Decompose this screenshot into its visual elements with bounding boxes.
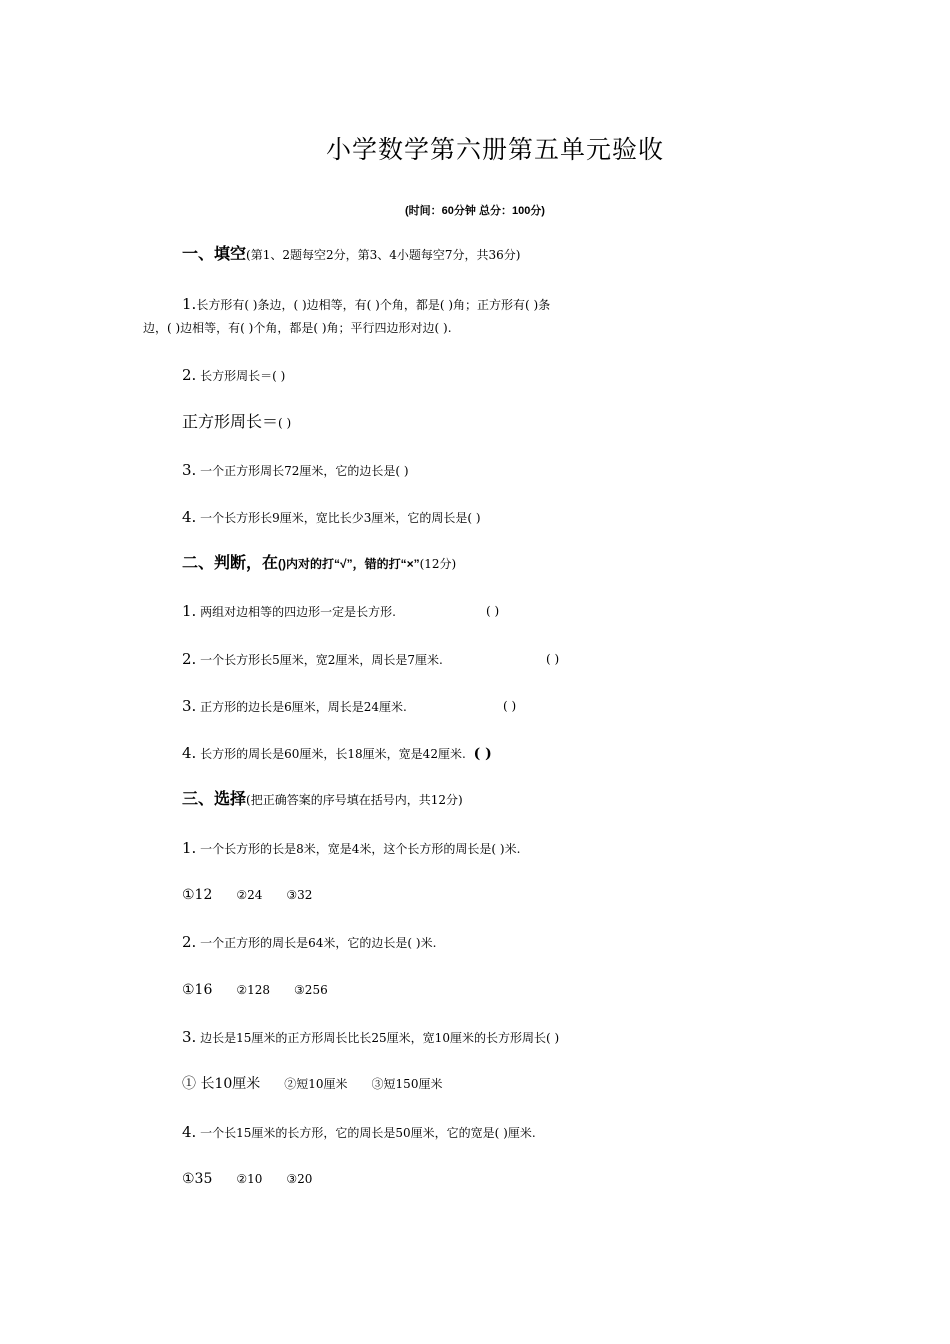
s1-q4-number: 4. <box>182 508 197 526</box>
s1-q1-line2: 边，( )边相等，有( )个角，都是( )角；平行四边形对边( ). <box>143 321 452 335</box>
section1-header <box>182 247 520 263</box>
s3-q4-number: 4. <box>182 1123 197 1141</box>
option: ③32 <box>286 888 313 902</box>
option: ②24 <box>236 888 263 902</box>
option: ①35 <box>182 1171 213 1187</box>
s2-q4-text: 长方形的周长是60厘米，长18厘米，宽是42厘米. <box>200 747 466 761</box>
section3-note: (把正确答案的序号填在括号内，共12分) <box>246 793 463 807</box>
s1-q2b <box>182 414 291 431</box>
s2-q3-blank: ( ) <box>503 699 517 713</box>
page-title: 小学数学第六册第五单元验收 <box>325 135 664 164</box>
s2-q1-blank: ( ) <box>486 604 500 618</box>
option: ②128 <box>236 983 271 997</box>
s2-q3-number: 3. <box>182 697 197 715</box>
section2-note: (12分) <box>419 557 457 571</box>
s3-q2 <box>182 934 436 951</box>
s1-q1-line1 <box>182 296 550 313</box>
s1-q4 <box>182 509 481 526</box>
option: ① 长10厘米 <box>182 1076 261 1092</box>
s3-q1 <box>182 840 520 857</box>
s1-q4-text: 一个长方形长9厘米，宽比长少3厘米，它的周长是( ) <box>200 511 481 525</box>
section1-heading: 一、填空 <box>182 246 247 263</box>
section2-heading: 二、判断，在 <box>182 555 279 572</box>
s2-q1 <box>182 603 396 620</box>
s1-q2b-blank: ( ) <box>278 416 292 430</box>
s2-q1-number: 1. <box>182 602 197 620</box>
option: ②短10厘米 <box>284 1077 348 1091</box>
section2-instruction: ()内对的打“√”，错的打“×” <box>278 557 420 571</box>
s3-q4 <box>182 1124 536 1141</box>
section3-header <box>182 792 463 808</box>
s3-q1-number: 1. <box>182 839 197 857</box>
s2-q4-number: 4. <box>182 744 197 762</box>
option: ①16 <box>182 982 213 998</box>
s3-q2-options <box>182 982 328 998</box>
s2-q1-text: 两组对边相等的四边形一定是长方形. <box>200 605 396 619</box>
s3-q3-text: 边长是15厘米的正方形周长比长25厘米，宽10厘米的长方形周长( ) <box>200 1031 560 1045</box>
s2-q3-text: 正方形的边长是6厘米，周长是24厘米. <box>200 700 407 714</box>
section3-heading: 三、选择 <box>182 791 247 808</box>
option: ②10 <box>236 1172 263 1186</box>
s1-q2-number: 2. <box>182 366 197 384</box>
s1-q1-number: 1. <box>182 295 197 313</box>
option: ③20 <box>286 1172 313 1186</box>
s3-q1-text: 一个长方形的长是8米，宽是4米，这个长方形的周长是( )米. <box>200 842 521 856</box>
s2-q2-text: 一个长方形长5厘米，宽2厘米，周长是7厘米. <box>200 653 443 667</box>
s2-q4 <box>182 745 492 762</box>
exam-info: (时间：60分钟 总分：100分) <box>405 205 545 217</box>
s3-q1-options <box>182 887 312 903</box>
s2-q4-blank: ( ) <box>473 746 492 762</box>
s3-q2-number: 2. <box>182 933 197 951</box>
s3-q2-text: 一个正方形的周长是64米，它的边长是( )米. <box>200 936 437 950</box>
s1-q3-text: 一个正方形周长72厘米，它的边长是( ) <box>200 464 409 478</box>
section2-header <box>182 556 456 572</box>
s3-q4-text: 一个长15厘米的长方形，它的周长是50厘米，它的宽是( )厘米. <box>200 1126 536 1140</box>
s1-q3-number: 3. <box>182 461 197 479</box>
s2-q3 <box>182 698 407 715</box>
s2-q2 <box>182 651 443 668</box>
section1-note: (第1、2题每空2分，第3、4小题每空7分，共36分) <box>246 248 521 262</box>
s2-q2-number: 2. <box>182 650 197 668</box>
s3-q3 <box>182 1029 559 1046</box>
option: ①12 <box>182 887 213 903</box>
s1-q2-text: 长方形周长＝( ) <box>200 369 286 383</box>
option: ③256 <box>294 983 328 997</box>
option: ③短150厘米 <box>371 1077 443 1091</box>
s1-q3 <box>182 462 409 479</box>
s1-q2b-label: 正方形周长＝ <box>182 412 279 431</box>
s3-q3-number: 3. <box>182 1028 197 1046</box>
s3-q3-options <box>182 1076 442 1092</box>
s1-q2 <box>182 367 285 384</box>
s3-q4-options <box>182 1171 312 1187</box>
s1-q1-text-line1: 长方形有( )条边，( )边相等，有( )个角，都是( )角；正方形有( )条 <box>196 298 551 312</box>
s2-q2-blank: ( ) <box>546 652 560 666</box>
